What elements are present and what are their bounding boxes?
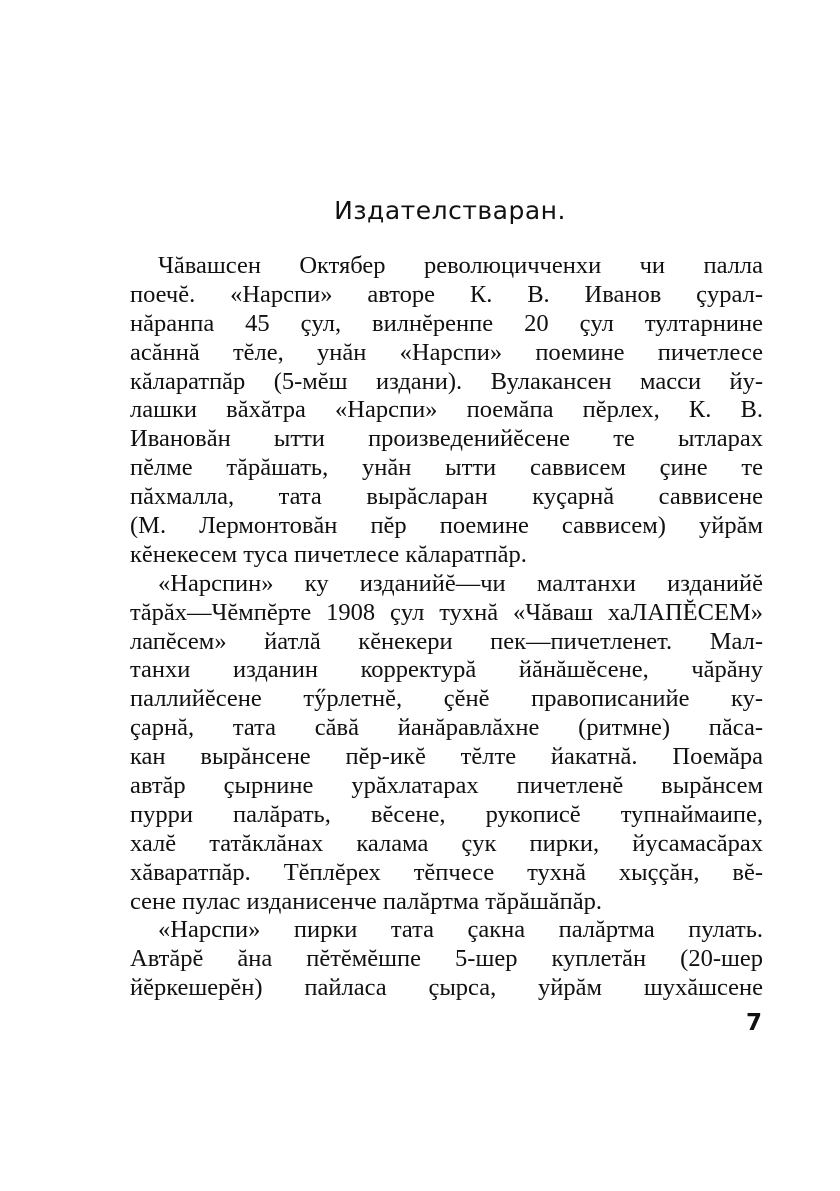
text-line: Чăвашсен Октябер революцичченхи чи палла [158, 252, 763, 279]
text-line: кан вырăнсене пĕр-икĕ тĕлте йакатнă. Поемăра [130, 743, 763, 771]
text-line: паллийĕсене тӳрлетнĕ, çĕнĕ правописанийе ку- [130, 685, 763, 713]
text-line: лашки вăхăтра «Нарспи» поемăпа пĕрлех, К. В. [130, 396, 763, 424]
text-line: поечĕ. «Нарспи» авторе К. В. Иванов çурал- [130, 280, 763, 308]
text-line: автăр çырнине урăхлатарах пичетленĕ вырăнсем [130, 772, 763, 800]
text-line: Автăрĕ ăна пĕтĕмĕшпе 5-шер куплетăн (20-шер [130, 945, 763, 973]
text-line: тăрăх—Чĕмпĕрте 1908 çул тухнă «Чăваш хаЛАПĔСЕМ» [130, 598, 763, 626]
text-line: «Нарспин» ку изданийĕ—чи малтанхи изданийĕ [158, 569, 763, 597]
page-number: 7 [745, 1010, 762, 1036]
body-text [130, 252, 763, 1003]
text-line: пăхмалла, тата вырăсларан куçарнă саввисене [130, 483, 763, 511]
text-line: (М. Лермонтовăн пĕр поемине саввисем) уйрăм [130, 512, 763, 540]
text-line: Ивановăн ытти произведенийĕсене те ытларах [130, 425, 763, 453]
text-line: «Нарспи» пирки тата çакна палăртма пулать. [158, 916, 763, 944]
text-line: йĕркешерĕн) пайласа çырса, уйрăм шухăшсене [130, 974, 763, 1002]
text-line: хăваратпăр. Тĕплĕрех тĕпчесе тухнă хыççăн, вĕ- [130, 858, 763, 886]
text-line: кĕнекесем туса пичетлесе кăларатпăр. [130, 540, 527, 568]
text-line: танхи изданин корректурă йăнăшĕсене, чăрăну [130, 656, 763, 684]
text-line: пĕлме тăрăшать, унăн ытти саввисем çине те [130, 454, 763, 482]
text-line: асăннă тĕле, унăн «Нарспи» поемине пичетлесе [130, 338, 763, 366]
text-line: сене пулас изданисенче палăртма тăрăшăпăр. [130, 887, 603, 915]
text-line: нăранпа 45 çул, вилнĕренпе 20 çул тултарнине [130, 309, 763, 337]
text-line: çарнă, тата сăвă йанăравлăхне (ритмне) пăса- [130, 714, 763, 742]
section-heading: Издателстваран. [334, 196, 566, 225]
text-line: халĕ татăклăнах калама çук пирки, йусамасăрах [130, 829, 763, 857]
text-line: пурри палăрать, вĕсене, рукописĕ тупнаймаипе, [130, 800, 763, 828]
text-line: кăларатпăр (5-мĕш издани). Вулакансен масси йу- [130, 367, 763, 395]
text-line: лапĕсем» йатлă кĕнекери пек—пичетленет. Мал- [130, 627, 763, 655]
